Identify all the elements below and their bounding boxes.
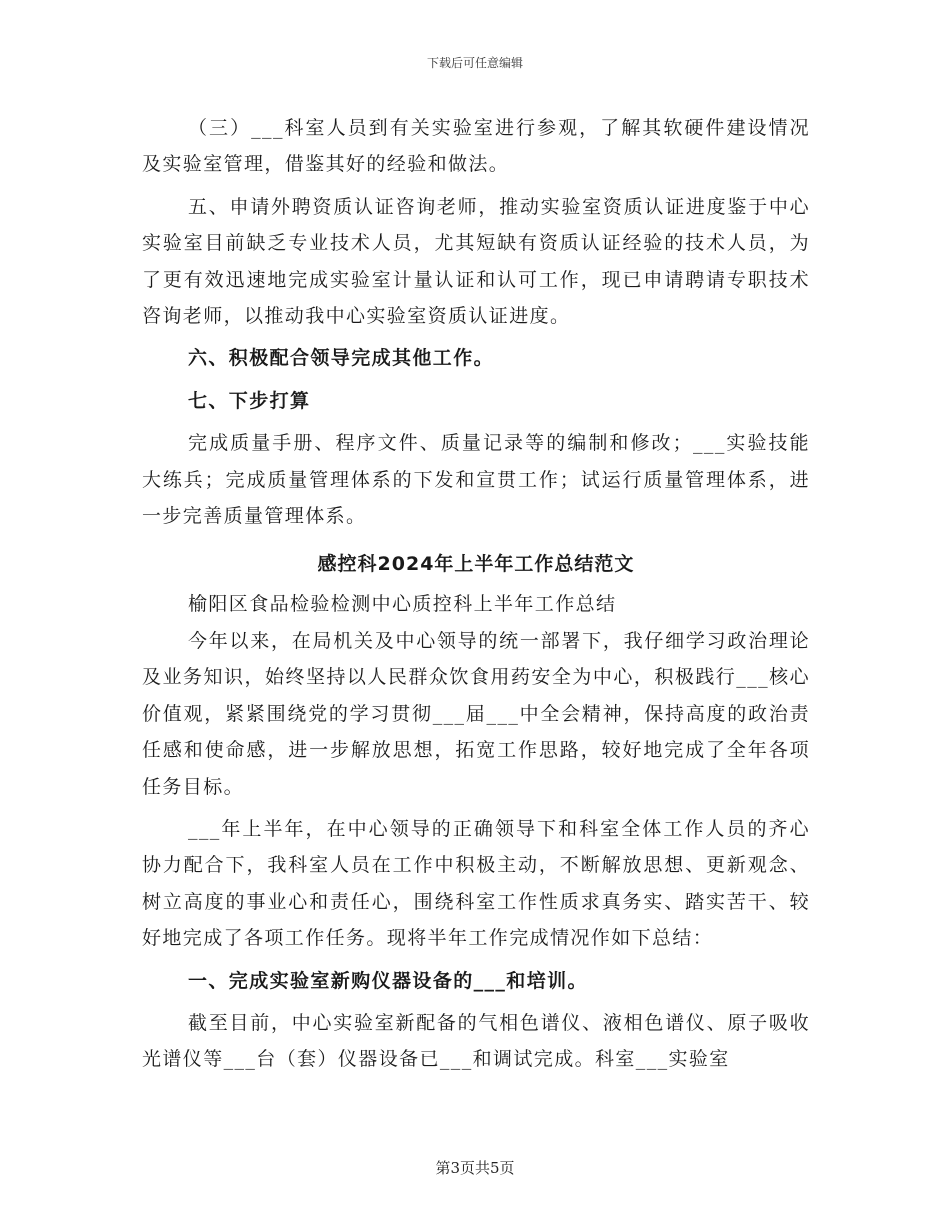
- page-header: 下载后可任意编辑: [426, 56, 523, 70]
- heading-section-seven: 七、下步打算: [188, 389, 311, 412]
- document-title: 感控科2024年上半年工作总结范文: [317, 553, 635, 576]
- page-footer: 第3页共5页: [435, 1159, 515, 1177]
- paragraph-intro: 今年以来，在局机关及中心领导的统一部署下，我仔细学习政治理论及业务知识，始终坚持以人民群众饮食用药安全为中心，积极践行___核心价值观，紧紧围绕党的学习贯彻___届___中全会精神，保持高度的政治责任感和使命感，进一步解放思想，拓宽工作思路，较好地完成了全年各项任务目标。: [142, 629, 810, 798]
- paragraph-equipment: 截至目前，中心实验室新配备的气相色谱仪、液相色谱仪、原子吸收光谱仪等___台（套）仪器设备已___和调试完成。科室___实验室: [142, 1011, 810, 1071]
- paragraph-half-year: ___年上半年，在中心领导的正确领导下和科室全体工作人员的齐心协力配合下，我科室人员在工作中积极主动，不断解放思想、更新观念、树立高度的事业心和责任心，围绕科室工作性质求真务实、踏实苦干、较好地完成了各项工作任务。现将半年工作完成情况作如下总结：: [142, 817, 810, 950]
- document-body: [142, 110, 810, 1078]
- paragraph-lab-visit: （三）___科室人员到有关实验室进行参观，了解其软硬件建设情况及实验室管理，借鉴其好的经验和做法。: [142, 117, 810, 176]
- paragraph-next-steps: 完成质量手册、程序文件、质量记录等的编制和修改；___实验技能大练兵；完成质量管理体系的下发和宣贯工作；试运行质量管理体系，进一步完善质量管理体系。: [142, 432, 810, 528]
- heading-section-one: 一、完成实验室新购仪器设备的___和培训。: [188, 969, 588, 992]
- paragraph-section-five: 五、申请外聘资质认证咨询老师，推动实验室资质认证进度鉴于中心实验室目前缺乏专业技术人员，尤其短缺有资质认证经验的技术人员，为了更有效迅速地完成实验室计量认证和认可工作，现已申请聘请专职技术咨询老师，以推动我中心实验室资质认证进度。: [142, 195, 810, 328]
- heading-section-six: 六、积极配合领导完成其他工作。: [188, 347, 495, 370]
- paragraph-subtitle: 榆阳区食品检验检测中心质控科上半年工作总结: [188, 593, 617, 616]
